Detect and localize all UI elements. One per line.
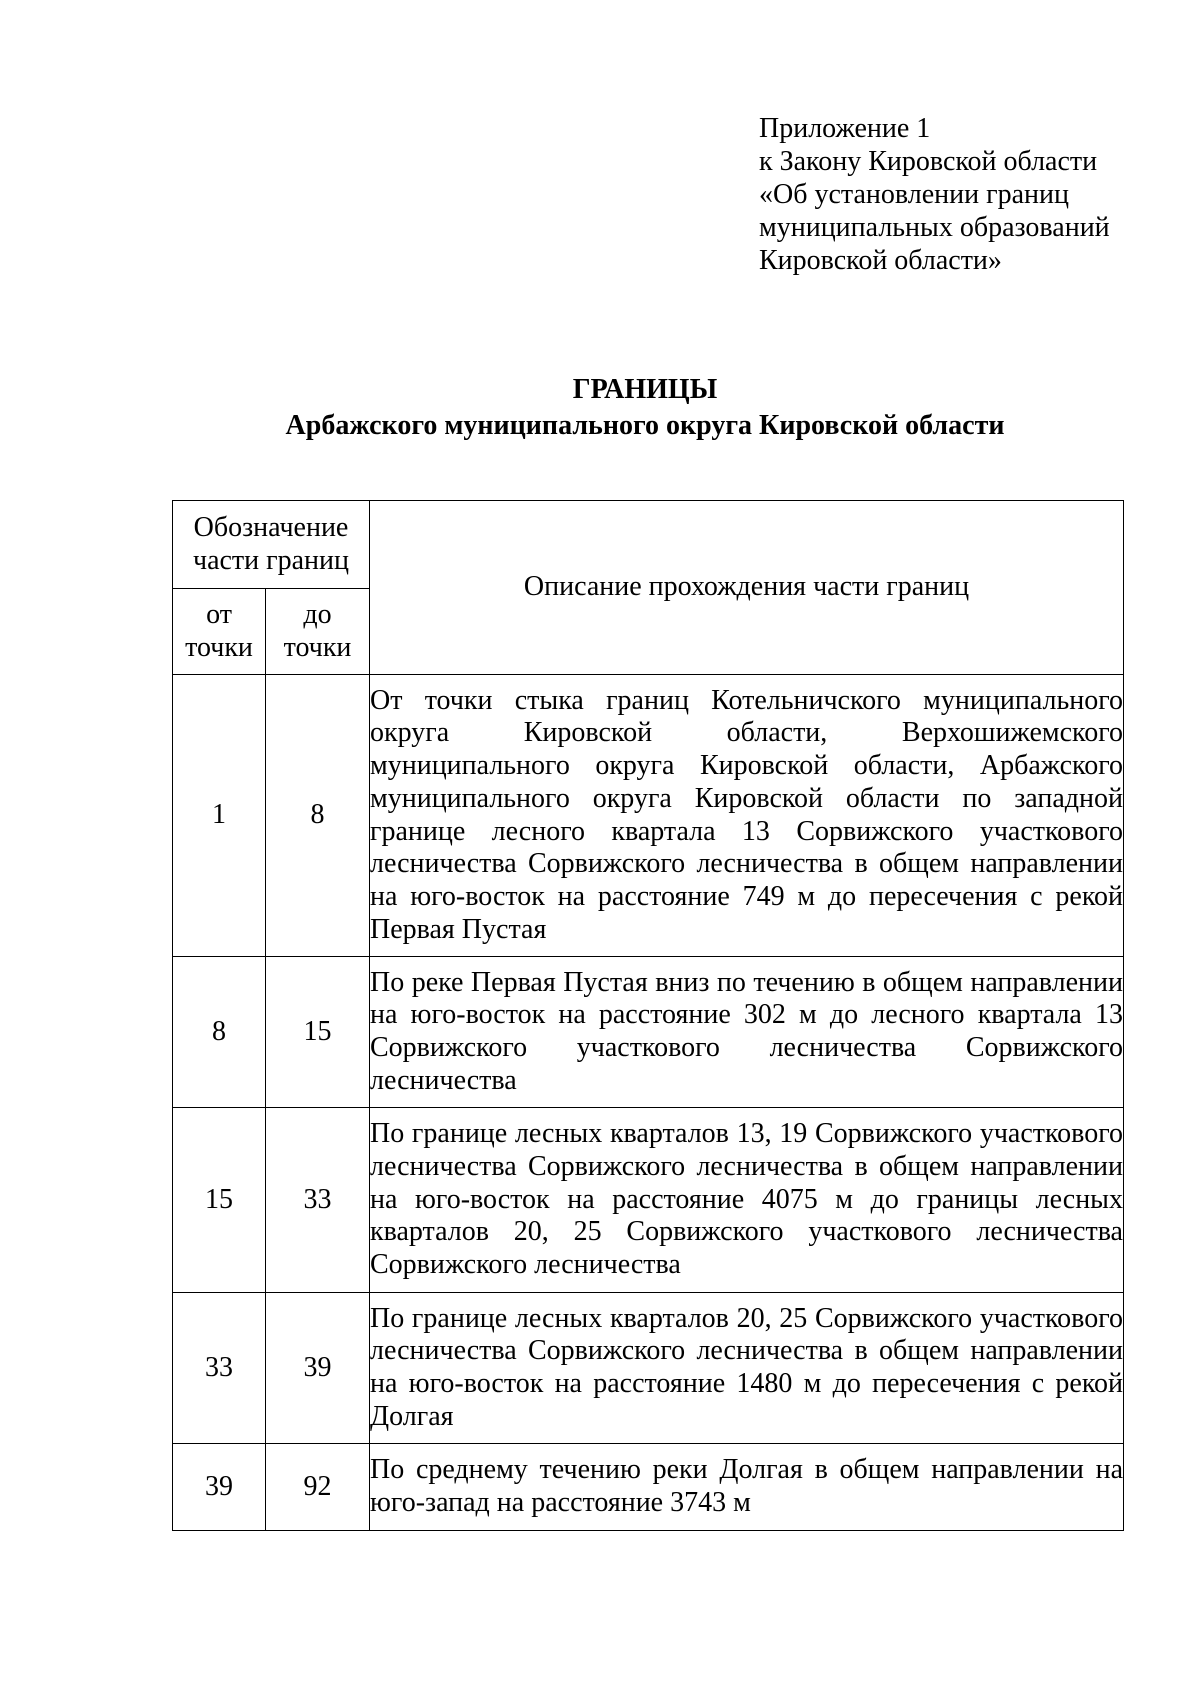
cell-description: По реке Первая Пустая вниз по течению в общем направлении на юго-восток на расстояние 302 м до лесного квартала 13 Сорвижского участкового лесничества Сорвижского лесничества [370,957,1124,1108]
appendix-line: к Закону Кировской области [759,146,1098,177]
cell-from: 15 [173,1108,266,1293]
cell-from: 1 [173,675,266,957]
table-row [173,675,1124,957]
title-line-1: ГРАНИЦЫ [572,374,718,405]
appendix-line: Кировской области» [759,245,1002,276]
header-from-point: от точки [173,589,266,675]
table-row [173,957,1124,1108]
boundaries-table [172,500,1124,1531]
cell-from: 33 [173,1293,266,1444]
table-row [173,1108,1124,1293]
table-row [173,1293,1124,1444]
cell-description: От точки стыка границ Котельничского муниципального округа Кировской области, Верхошижемского муниципального округа Кировской области, Арбажского муниципального округа Кировской области по западной границе лесного квартала 13 Сорвижского участкового лесничества Сорвижского лесничества в общем направлении на юго-восток на расстояние 749 м до пересечения с рекой Первая Пустая [370,675,1124,957]
appendix-line: «Об установлении границ [759,179,1069,210]
cell-description: По среднему течению реки Долгая в общем направлении на юго-запад на расстояние 3743 м [370,1444,1124,1531]
cell-from: 39 [173,1444,266,1531]
cell-description: По границе лесных кварталов 20, 25 Сорвижского участкового лесничества Сорвижского лесничества в общем направлении на юго-восток на расстояние 1480 м до пересечения с рекой Долгая [370,1293,1124,1444]
table-row [173,1444,1124,1531]
cell-description: По границе лесных кварталов 13, 19 Сорвижского участкового лесничества Сорвижского лесничества в общем направлении на юго-восток на расстояние 4075 м до границы лесных кварталов 20, 25 Сорвижского участкового лесничества Сорвижского лесничества [370,1108,1124,1293]
cell-to: 33 [266,1108,370,1293]
cell-to: 92 [266,1444,370,1531]
title-line-2: Арбажского муниципального округа Кировской области [285,410,1005,441]
cell-from: 8 [173,957,266,1108]
cell-to: 8 [266,675,370,957]
document-title [0,372,1200,444]
header-description: Описание прохождения части границ [370,501,1124,675]
header-part-designation: Обозначение части границ [173,501,370,589]
cell-to: 39 [266,1293,370,1444]
table-header-row [173,501,1124,589]
header-to-point: до точки [266,589,370,675]
appendix-note [759,112,1110,277]
cell-to: 15 [266,957,370,1108]
appendix-line: Приложение 1 [759,113,931,144]
appendix-line: муниципальных образований [759,212,1110,243]
